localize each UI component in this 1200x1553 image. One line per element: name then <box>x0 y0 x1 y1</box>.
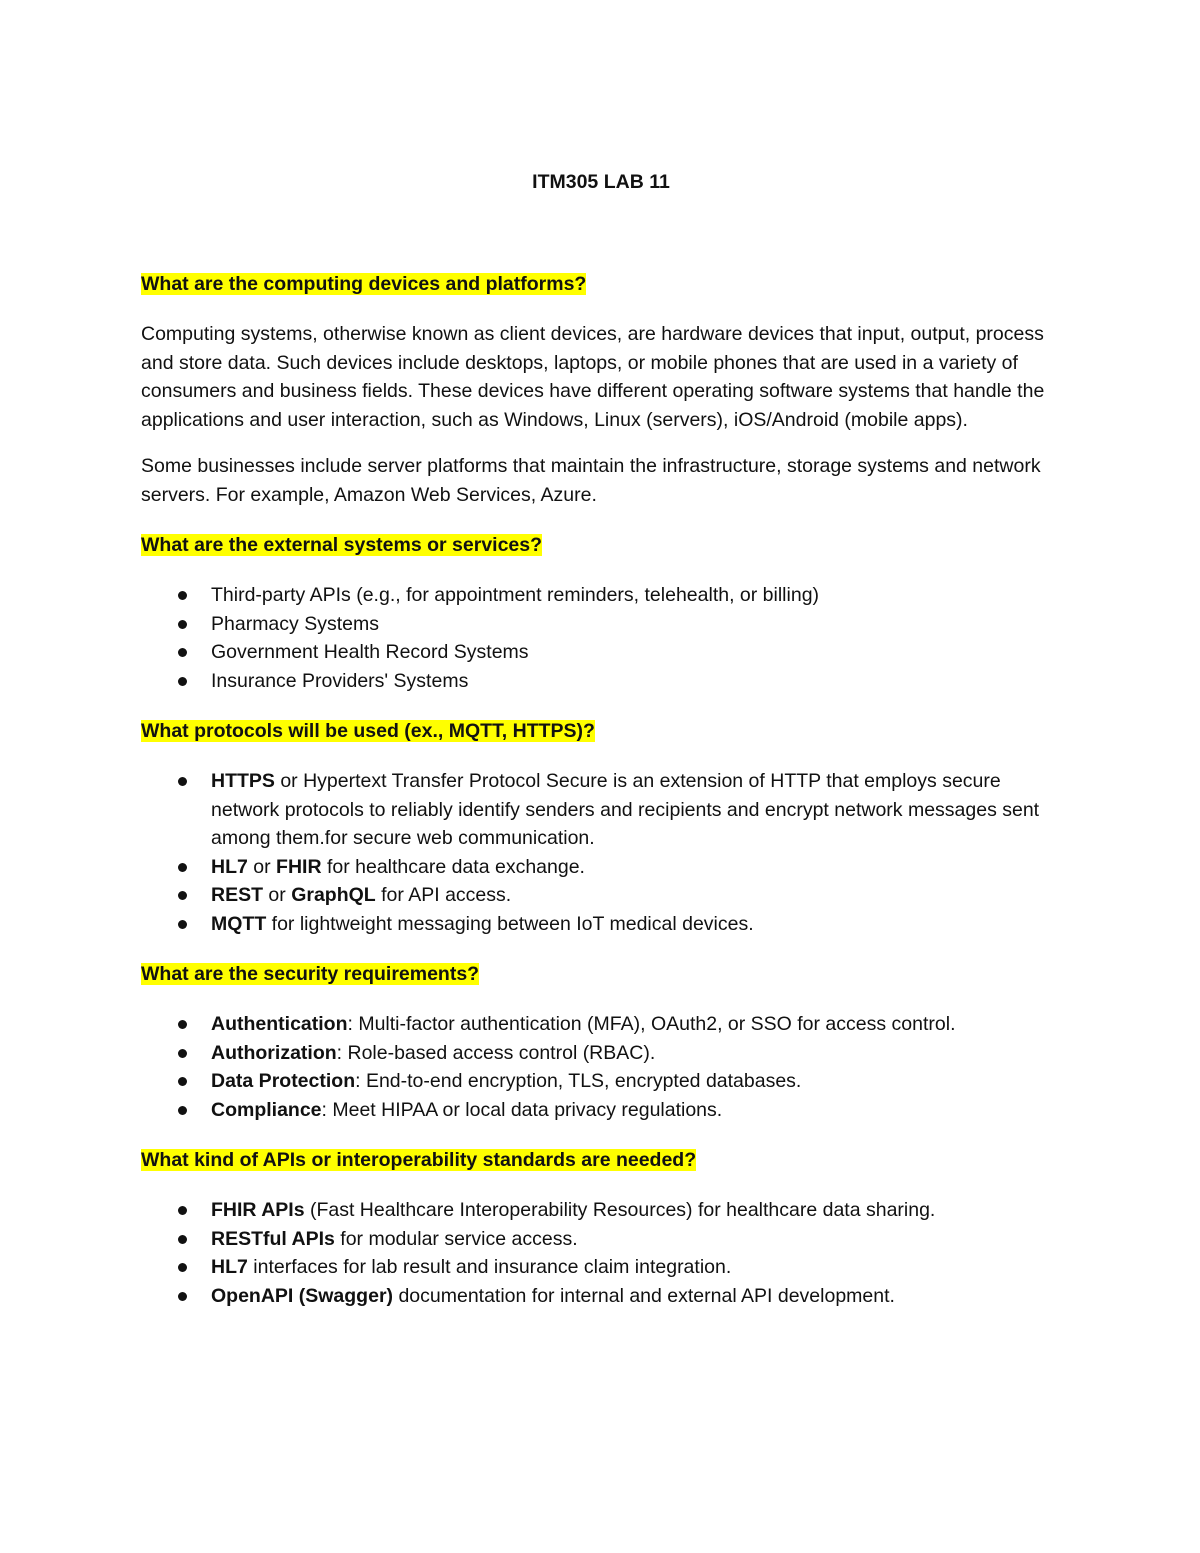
section-heading-protocols: What protocols will be used (ex., MQTT, HTTPS)? <box>141 720 595 742</box>
bullet-icon <box>178 620 187 629</box>
bullet-icon <box>178 777 187 786</box>
section-heading-devices: What are the computing devices and platforms? <box>141 273 587 295</box>
bullet-icon <box>178 591 187 600</box>
document-title: ITM305 LAB 11 <box>532 171 670 193</box>
section-heading-external-systems: What are the external systems or services? <box>141 534 543 556</box>
list-item: Data Protection: End-to-end encryption, TLS, encrypted databases. <box>141 1067 1061 1096</box>
security-list <box>141 1010 1061 1124</box>
document-body <box>141 168 1061 1332</box>
list-item: HTTPS or Hypertext Transfer Protocol Secure is an extension of HTTP that employs secure network protocols to reliably identify senders and recipients and encrypt network messages sent among them.for secure web communication. <box>141 767 1061 853</box>
list-item: Third-party APIs (e.g., for appointment reminders, telehealth, or billing) <box>141 581 1061 610</box>
list-item: Compliance: Meet HIPAA or local data privacy regulations. <box>141 1096 1061 1125</box>
bullet-icon <box>178 920 187 929</box>
section-heading-apis: What kind of APIs or interoperability standards are needed? <box>141 1149 697 1171</box>
list-item: HL7 interfaces for lab result and insurance claim integration. <box>141 1253 1061 1282</box>
list-item: REST or GraphQL for API access. <box>141 881 1061 910</box>
list-item: OpenAPI (Swagger) documentation for internal and external API development. <box>141 1282 1061 1311</box>
bullet-icon <box>178 1235 187 1244</box>
section-heading-security: What are the security requirements? <box>141 963 480 985</box>
paragraph-client-devices: Computing systems, otherwise known as client devices, are hardware devices that input, output, process and store data. Such devices include desktops, laptops, or mobile phones that are used in a variety of consumers and business fields. These devices have different operating software systems that handle the applications and user interaction, such as Windows, Linux (servers), iOS/Android (mobile apps). <box>141 323 1045 431</box>
bullet-icon <box>178 677 187 686</box>
bullet-icon <box>178 648 187 657</box>
list-item: Authorization: Role-based access control (RBAC). <box>141 1039 1061 1068</box>
apis-list <box>141 1196 1061 1310</box>
list-item: HL7 or FHIR for healthcare data exchange. <box>141 853 1061 882</box>
list-item: Pharmacy Systems <box>141 610 1061 639</box>
list-item: MQTT for lightweight messaging between IoT medical devices. <box>141 910 1061 939</box>
protocols-list <box>141 767 1061 938</box>
bullet-icon <box>178 1020 187 1029</box>
external-systems-list <box>141 581 1061 695</box>
bullet-icon <box>178 891 187 900</box>
list-item: RESTful APIs for modular service access. <box>141 1225 1061 1254</box>
paragraph-server-platforms: Some businesses include server platforms that maintain the infrastructure, storage systems and network servers. For example, Amazon Web Services, Azure. <box>141 455 1041 506</box>
bullet-icon <box>178 863 187 872</box>
bullet-icon <box>178 1263 187 1272</box>
bullet-icon <box>178 1106 187 1115</box>
list-item: FHIR APIs (Fast Healthcare Interoperability Resources) for healthcare data sharing. <box>141 1196 1061 1225</box>
bullet-icon <box>178 1049 187 1058</box>
list-item: Authentication: Multi-factor authentication (MFA), OAuth2, or SSO for access control. <box>141 1010 1061 1039</box>
list-item: Government Health Record Systems <box>141 638 1061 667</box>
bullet-icon <box>178 1292 187 1301</box>
bullet-icon <box>178 1077 187 1086</box>
list-item: Insurance Providers' Systems <box>141 667 1061 696</box>
bullet-icon <box>178 1206 187 1215</box>
